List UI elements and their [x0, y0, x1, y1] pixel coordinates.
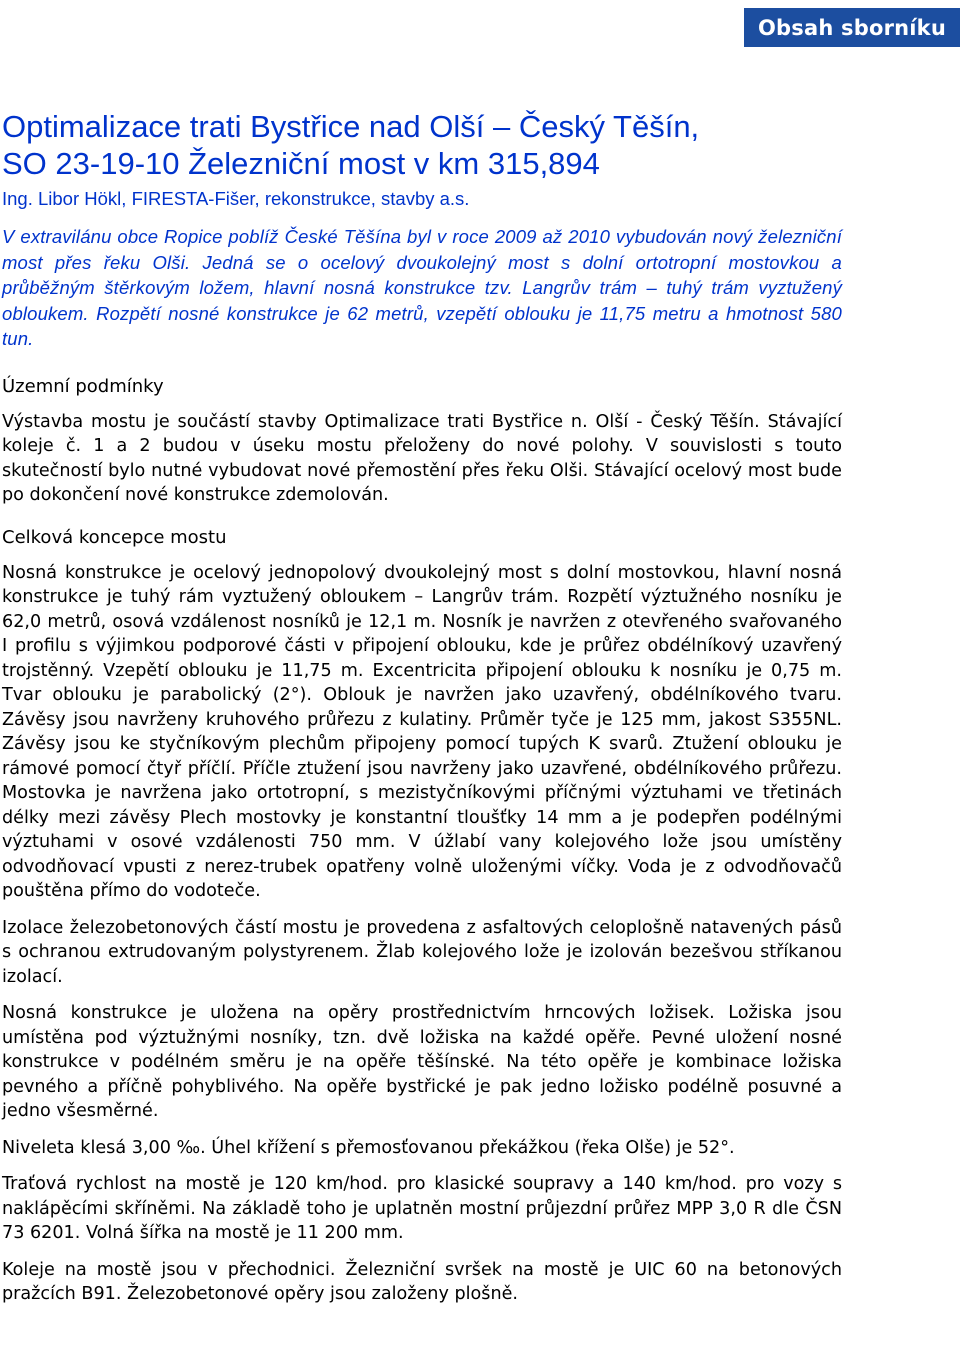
title-line-2: SO 23-19-10 Železniční most v km 315,894 [2, 146, 600, 181]
article-title [2, 108, 842, 182]
section-heading-celkova-koncepce: Celková koncepce mostu [2, 526, 227, 548]
section-paragraph: Nosná konstrukce je ocelový jednopolový dvoukolejný most s dolní mostovkou, hlavní nosná konstrukce je tuhý rám vyztužený obloukem – Langrův trám. Rozpětí výztužného nosníku je 62,0 metrů, osová vzdálenost nosníků je 12,1 m. Nosník je navržen z otevřeného svařovaného I profilu s výjimkou podporové části v připojení oblouku, kde je průřez obdélníkový uzavřený trojstěnný. Vzepětí oblouku je 11,75 m. Excentricita připojení oblouku k nosníku je 0,75 m. Tvar oblouku je parabolický (2°). Oblouk je navržen jako uzavřený, obdélníkového tvaru. Závěsy jsou navrženy kruhového průřezu z kulatiny. Průměr tyče je 125 mm, jakost S355NL. Závěsy jsou ke styčníkovým plechům připojeny pomocí tupých K svarů. Ztužení oblouku je rámové pomocí čtyř příčlí. Příčle ztužení jsou navrženy jako uzavřené, obdélníkového průřezu. Mostovka je navržena jako ortotropní, s mezistyčníkovými příčnými výztuhami ve třetinách délky mezi závěsy Plech mostovky je konstantní tloušťky 14 mm a je podepřen podélnými výztuhami v osové vzdálenosti 750 mm. V úžlabí vany kolejového lože jsou umístěny odvodňovací vpusti z nerez-trubek opatřeny volně uloženými víčky. Voda je z odvodňovačů pouštěna přímo do vodoteče. [2, 562, 842, 901]
section-heading-uzemni-podminky: Územní podmínky [2, 375, 164, 397]
title-line-1: Optimalizace trati Bystřice nad Olší – Český Těšín, [2, 109, 700, 144]
article-abstract: V extravilánu obce Ropice poblíž České Těšína byl v roce 2009 až 2010 vybudován nový železniční most přes řeku Olši. Jedná se o ocelový dvoukolejný most s dolní ortotropní mostovkou a průběžným štěrkovým ložem, hlavní nosná konstrukce tzv. Langrův trám – tuhý trám vyztužený obloukem. Rozpětí nosné konstrukce je 62 metrů, vzepětí oblouku je 11,75 metru a hmotnost 580 tun. [2, 226, 842, 349]
section-paragraph: Niveleta klesá 3,00 ‰. Úhel křížení s přemosťovanou překážkou (řeka Olše) je 52°. [2, 1137, 735, 1158]
section-paragraph: Traťová rychlost na mostě je 120 km/hod. pro klasické soupravy a 140 km/hod. pro vozy s naklápěcími skříněmi. Na základě toho je uplatněn mostní průjezdní průřez MPP 3,0 R dle ČSN 73 6201. Volná šířka na mostě je 11 200 mm. [2, 1174, 842, 1243]
section-paragraph: Výstavba mostu je součástí stavby Optimalizace trati Bystřice n. Olší - Český Těšín. Stávající koleje č. 1 a 2 budou v úseku mostu přeloženy do nové polohy. V souvislosti s touto skutečností bylo nutné vybudovat nové přemostění přes řeku Olši. Stávající ocelový most bude po dokončení nové konstrukce zdemolován. [2, 411, 842, 505]
section-paragraph: Nosná konstrukce je uložena na opěry prostřednictvím hrncových ložisek. Ložiska jsou umístěna pod výztužnými nosníky, tzn. dvě ložiska na každé opěře. Pevné uložení nosné konstrukce v podélném směru je na opěře těšínské. Na této opěře je kombinace ložiska pevného a příčně pohyblivého. Na opěře bystřické je pak jedno ložisko podélně posuvné a jedno všesměrné. [2, 1003, 842, 1121]
toc-button[interactable]: Obsah sborníku [744, 8, 960, 47]
article [2, 108, 842, 1307]
article-author: Ing. Libor Hökl, FIRESTA-Fišer, rekonstrukce, stavby a.s. [2, 188, 470, 209]
section-paragraph: Koleje na mostě jsou v přechodnici. Železniční svršek na mostě je UIC 60 na betonových pražcích B91. Železobetonové opěry jsou založeny plošně. [2, 1259, 842, 1304]
section-paragraph: Izolace železobetonových částí mostu je provedena z asfaltových celoplošně natavených pásů s ochranou extrudovaným polystyrenem. Žlab kolejového lože je izolován bezešvou stříkanou izolací. [2, 917, 842, 987]
